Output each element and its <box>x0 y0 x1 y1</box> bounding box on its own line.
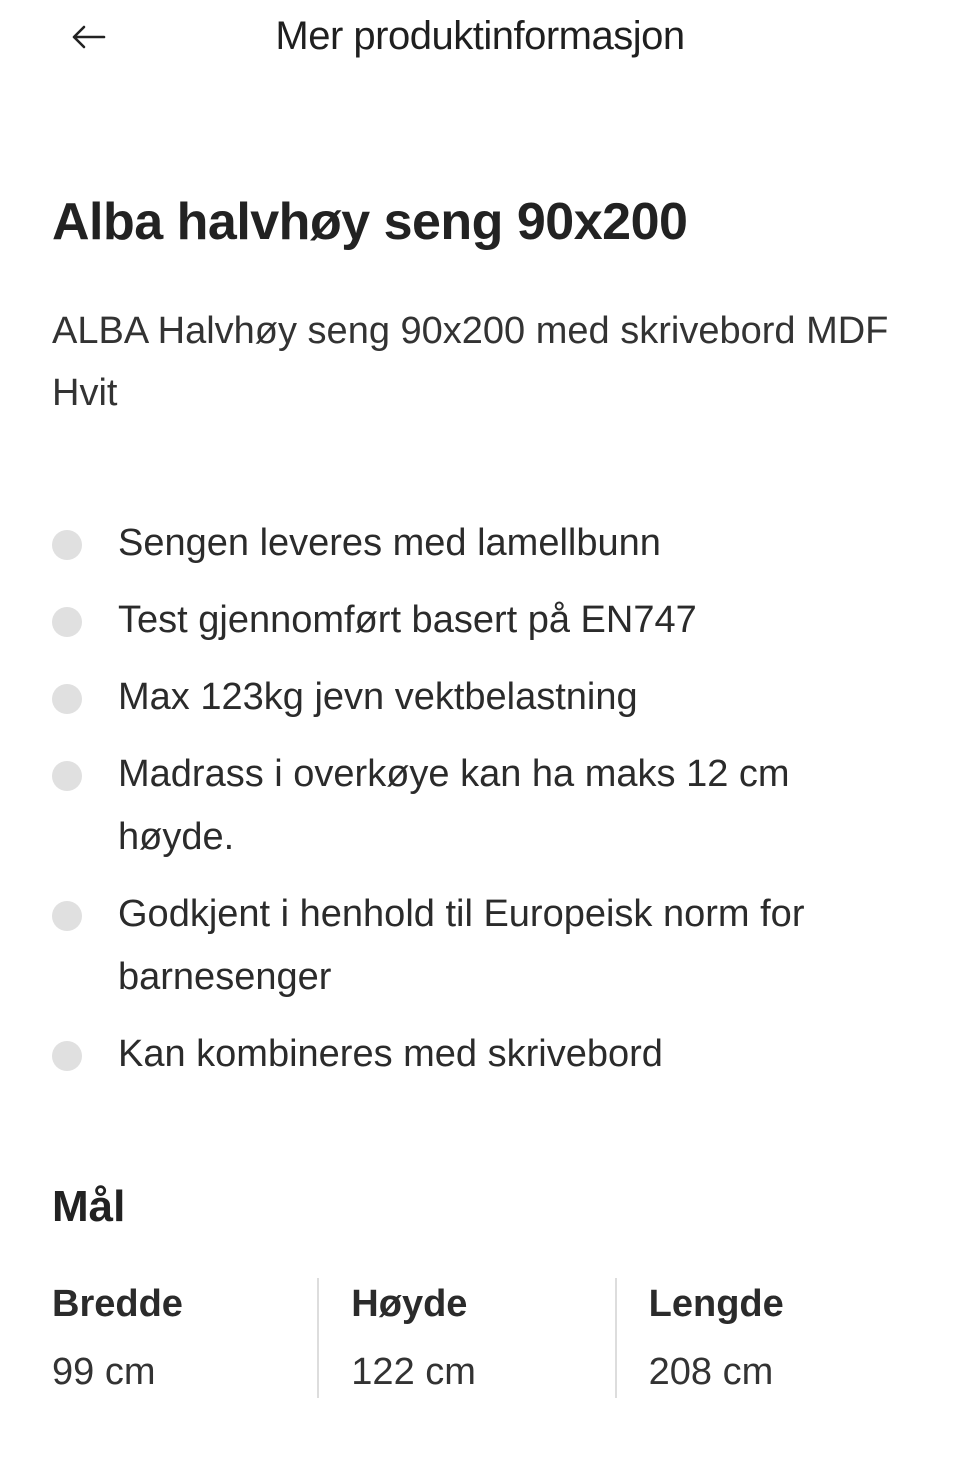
product-description: ALBA Halvhøy seng 90x200 med skrivebord MDF Hvit <box>52 310 889 414</box>
feature-item <box>52 1023 912 1086</box>
bullet-icon <box>52 684 82 714</box>
dimension-value: 208 cm <box>648 1351 774 1393</box>
feature-item <box>52 589 912 652</box>
bullet-icon <box>52 761 82 791</box>
dimensions-heading: Mål <box>52 1182 126 1231</box>
page-title: Mer produktinformasjon <box>275 14 685 58</box>
dimension-value: 99 cm <box>52 1351 156 1393</box>
dimension-height <box>317 1278 614 1398</box>
feature-item <box>52 666 912 729</box>
feature-text: Sengen leveres med lamellbunn <box>118 522 661 564</box>
dimension-length <box>615 1278 912 1398</box>
dimension-width <box>52 1278 317 1398</box>
feature-list <box>52 512 912 1100</box>
feature-text: Godkjent i henhold til Europeisk norm for barnesenger <box>118 893 805 998</box>
product-title: Alba halvhøy seng 90x200 <box>52 193 688 251</box>
bullet-icon <box>52 1041 82 1071</box>
dimension-value: 122 cm <box>351 1351 476 1393</box>
dimension-label: Lengde <box>648 1283 784 1325</box>
dimensions-table <box>52 1278 912 1398</box>
feature-text: Max 123kg jevn vektbelastning <box>118 676 638 718</box>
feature-text: Kan kombineres med skrivebord <box>118 1033 663 1075</box>
feature-item <box>52 512 912 575</box>
dimension-label: Høyde <box>351 1283 468 1325</box>
feature-text: Test gjennomført basert på EN747 <box>118 599 697 641</box>
top-bar <box>0 0 960 80</box>
bullet-icon <box>52 607 82 637</box>
dimension-label: Bredde <box>52 1283 183 1325</box>
feature-item <box>52 883 912 1009</box>
bullet-icon <box>52 530 82 560</box>
feature-text: Madrass i overkøye kan ha maks 12 cm høyde. <box>118 753 790 858</box>
bullet-icon <box>52 901 82 931</box>
feature-item <box>52 743 912 869</box>
